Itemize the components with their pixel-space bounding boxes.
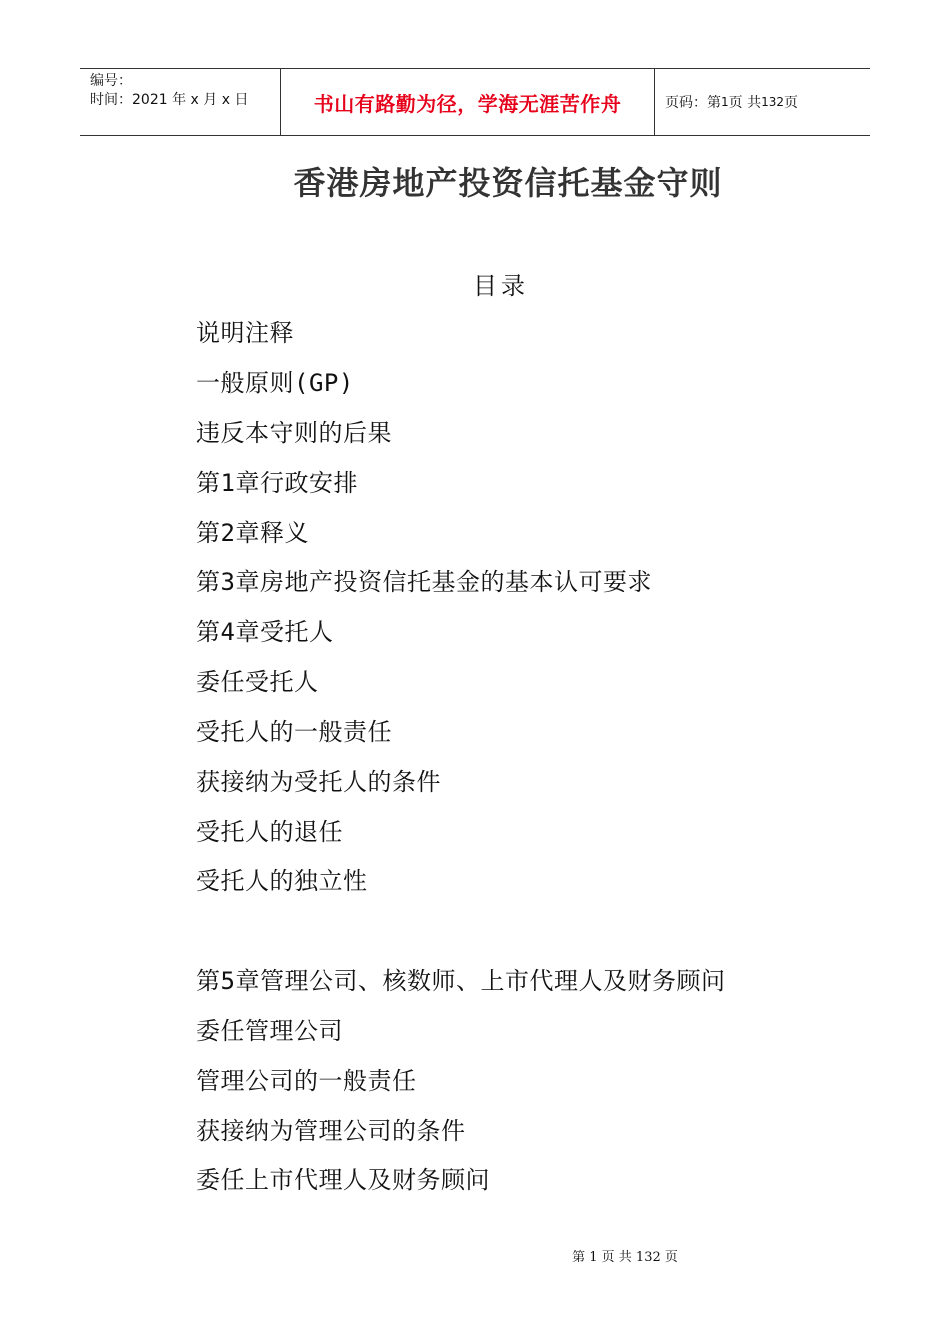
toc-item[interactable]: 委任上市代理人及财务顾问 [196, 1166, 490, 1194]
page-current: 1 [721, 95, 729, 109]
toc-item[interactable]: 第1章行政安排 [196, 469, 358, 497]
toc-item[interactable]: 第3章房地产投资信托基金的基本认可要求 [196, 568, 652, 596]
toc-item[interactable]: 第4章受托人 [196, 618, 334, 646]
toc-item[interactable]: 受托人的退任 [196, 818, 343, 846]
page-footer: 第 1 页 共 132 页 [572, 1250, 678, 1265]
header-meta [80, 69, 281, 135]
toc-item[interactable]: 委任管理公司 [196, 1017, 343, 1045]
page-mid: 页 共 [728, 95, 762, 111]
document-date: 时间：2021 年 x 月 x 日 [90, 92, 249, 108]
toc-heading: 目录 [473, 272, 529, 300]
toc-item[interactable]: 委任受托人 [196, 668, 319, 696]
document-number-label: 编号： [90, 73, 132, 89]
header-page-info [655, 69, 870, 135]
toc-item[interactable]: 说明注释 [196, 319, 294, 347]
page-suffix: 页 [784, 95, 798, 111]
toc-item[interactable]: 第5章管理公司、核数师、上市代理人及财务顾问 [196, 967, 726, 995]
page-total: 132 [761, 95, 784, 109]
page-prefix: 页码：第 [665, 95, 721, 111]
header-slogan: 书山有路勤为径，学海无涯苦作舟 [281, 69, 655, 135]
page-header [80, 68, 870, 136]
toc-item[interactable]: 受托人的一般责任 [196, 718, 392, 746]
toc-item[interactable]: 一般原则(GP) [196, 369, 354, 397]
toc-item[interactable]: 管理公司的一般责任 [196, 1067, 417, 1095]
document-title: 香港房地产投资信托基金守则 [293, 164, 723, 202]
toc-item[interactable]: 第2章释义 [196, 519, 309, 547]
toc-item[interactable]: 获接纳为管理公司的条件 [196, 1117, 466, 1145]
toc-item[interactable]: 受托人的独立性 [196, 867, 368, 895]
toc-item[interactable]: 获接纳为受托人的条件 [196, 768, 441, 796]
toc-item[interactable]: 违反本守则的后果 [196, 419, 392, 447]
